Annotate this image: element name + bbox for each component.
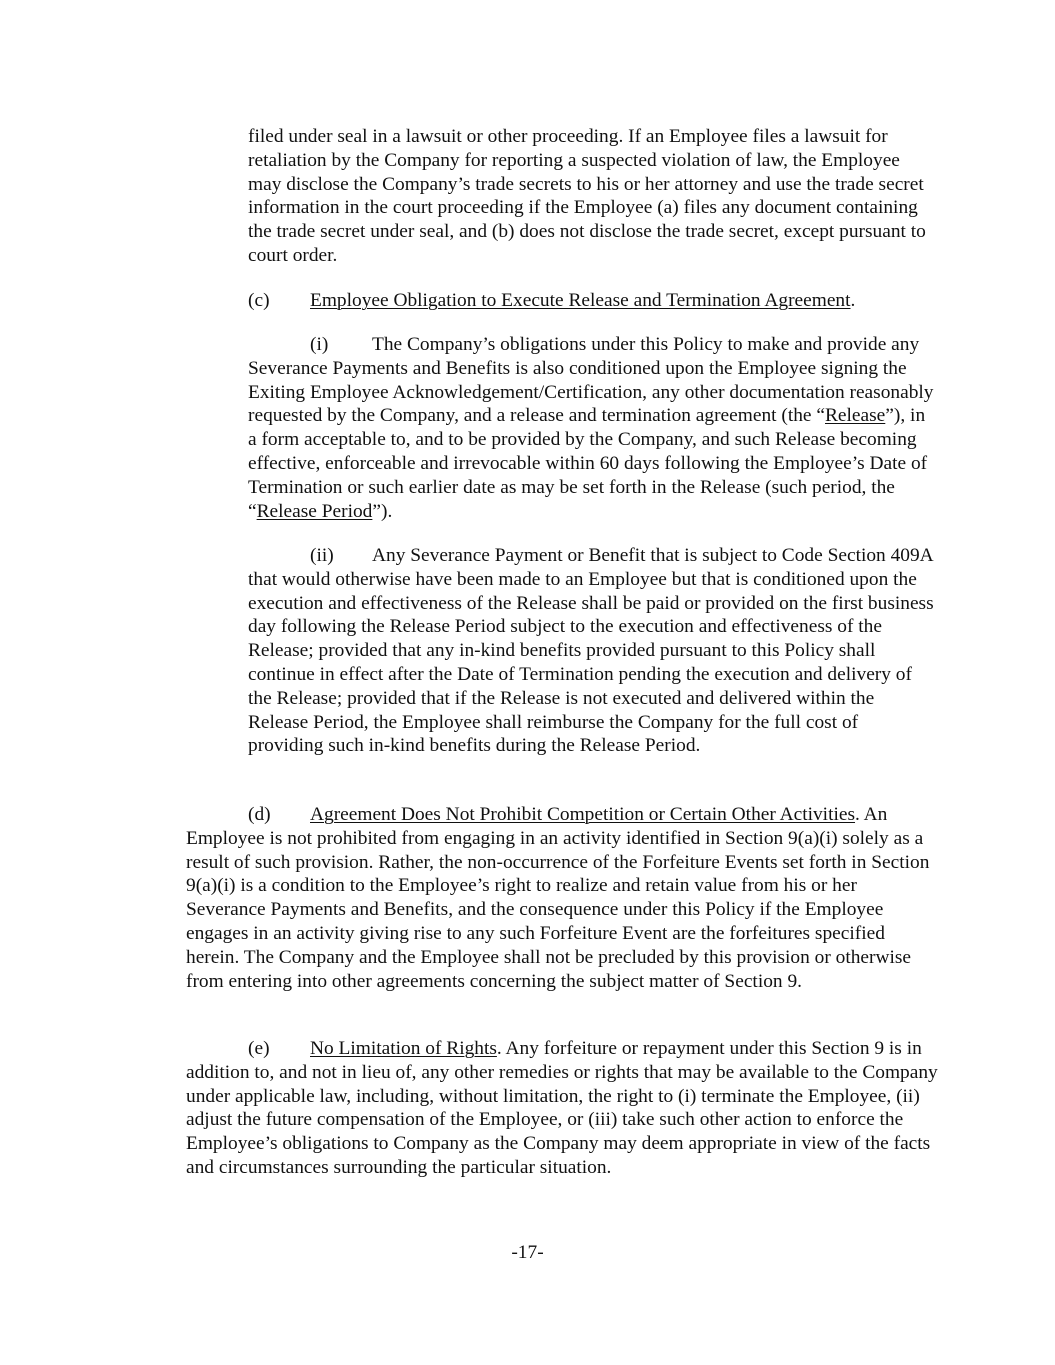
page-number: -17- bbox=[511, 1242, 544, 1263]
section-c-ii-text: Any Severance Payment or Benefit that is subject to Code Section 409A that would otherwise have been made to an Employee but that is conditioned upon the execution and effectiveness of the Release shall be paid or provided on the first business day following the Release Period subject to the execution and effectiveness of the Release; provided that any in-kind benefits provided pursuant to this Policy shall continue in effect after the Date of Termination pending the execution and delivery of the Release; provided that if the Release is not executed and delivered within the Release Period, the Employee shall reimburse the Company for the full cost of providing such in-kind benefits during the Release Period. bbox=[248, 545, 934, 757]
section-e-title: No Limitation of Rights bbox=[310, 1038, 497, 1059]
section-c-ii-label: (ii) bbox=[310, 545, 334, 566]
section-c-i-paragraph bbox=[248, 333, 938, 523]
section-d-label: (d) bbox=[248, 804, 271, 825]
section-d-paragraph bbox=[186, 803, 938, 993]
section-c-label: (c) bbox=[248, 290, 270, 311]
intro-text: filed under seal in a lawsuit or other proceeding. If an Employee files a lawsuit for retaliation by the Company for reporting a suspected violation of law, the Employee may disclose the Company’s trade secrets to his or her attorney and use the trade secret information in the court proceeding if the Employee (a) files any document containing the trade secret under seal, and (b) does not disclose the trade secret, except pursuant to court order. bbox=[248, 126, 926, 266]
section-c-title: Employee Obligation to Execute Release and Termination Agreement bbox=[310, 290, 851, 311]
section-c-i-text-3: ”). bbox=[372, 500, 393, 522]
section-c-i-text-2: ”), in a form acceptable to, and to be provided by the Company, and such Release becoming effective, enforceable and irrevocable within 60 days following the Employee’s Date of Termination or such earlier date as may be set forth in the Release (such period, the “ bbox=[248, 405, 928, 522]
defined-term-release: Release bbox=[825, 405, 886, 427]
section-d-title: Agreement Does Not Prohibit Competition or Certain Other Activities bbox=[310, 804, 856, 825]
section-c-title-end: . bbox=[850, 290, 856, 311]
section-c-heading bbox=[248, 289, 938, 313]
section-d-text: . An Employee is not prohibited from engaging in an activity identified in Section 9(a)(i) solely as a result of such provision. Rather, the non-occurrence of the Forfeiture Events set forth in Section 9(a)(i) is a condition to the Employee’s right to realize and retain value from his or her Severance Payments and Benefits, and the consequence under this Policy if the Employee engages in an activity giving rise to any such Forfeiture Event are the forfeitures specified herein. The Company and the Employee shall not be precluded by this provision or otherwise from entering into other agreements concerning the subject matter of Section 9. bbox=[186, 804, 930, 992]
intro-paragraph bbox=[248, 125, 938, 268]
section-c-i-text-1: The Company’s obligations under this Policy to make and provide any Severance Payments and Benefits is also conditioned upon the Employee signing the Exiting Employee Acknowledgement/Certification, any other documentation reasonably requested by the Company, and a release and termination agreement (the “ bbox=[248, 334, 934, 427]
section-c-ii-paragraph bbox=[248, 544, 938, 758]
section-e-paragraph bbox=[186, 1037, 938, 1180]
defined-term-release-period: Release Period bbox=[256, 500, 373, 522]
section-e-text: . Any forfeiture or repayment under this Section 9 is in addition to, and not in lieu of, any other remedies or rights that may be available to the Company under applicable law, including, without limitation, the right to (i) terminate the Employee, (ii) adjust the future compensation of the Employee, or (iii) take such other action to enforce the Employee’s obligations to Company as the Company may deem appropriate in view of the facts and circumstances surrounding the particular situation. bbox=[186, 1038, 938, 1178]
section-e-label: (e) bbox=[248, 1038, 270, 1059]
section-c-i-label: (i) bbox=[310, 334, 329, 355]
